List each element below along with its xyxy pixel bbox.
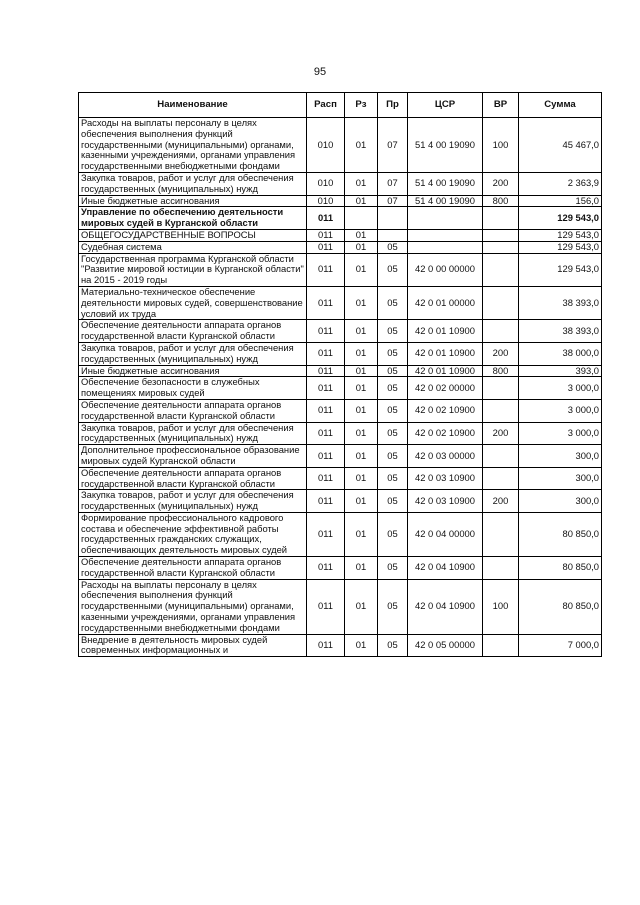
cell-sum: 3 000,0 [519,422,602,445]
table-row [79,286,602,319]
cell-csr: 51 4 00 19090 [408,118,483,173]
cell-name: Формирование профессионального кадрового состава и обеспечение эффективной работы государственных гражданских служащих, обеспечивающих деятельность мировых судей [79,512,307,556]
cell-rz: 01 [345,399,378,422]
cell-vr [483,557,519,580]
cell-vr [483,253,519,286]
cell-csr [408,229,483,241]
cell-rasp: 011 [307,579,345,634]
table-row [79,342,602,365]
cell-csr: 42 0 03 10900 [408,467,483,490]
header-sum: Сумма [519,93,602,118]
cell-sum: 393,0 [519,365,602,377]
table-row [79,445,602,468]
cell-csr: 42 0 04 10900 [408,557,483,580]
cell-rasp: 011 [307,490,345,513]
cell-pr: 05 [378,365,408,377]
cell-sum: 38 393,0 [519,320,602,343]
cell-csr [408,241,483,253]
page-number: 95 [313,66,327,78]
cell-rasp: 011 [307,286,345,319]
table-row [79,118,602,173]
cell-rasp: 011 [307,253,345,286]
cell-csr: 42 0 02 00000 [408,377,483,400]
table-body [79,118,602,657]
cell-name: Судебная система [79,241,307,253]
cell-pr: 05 [378,320,408,343]
cell-rz: 01 [345,579,378,634]
cell-pr: 05 [378,512,408,556]
table-row [79,377,602,400]
table-row [79,557,602,580]
cell-rasp: 011 [307,467,345,490]
cell-name: Иные бюджетные ассигнования [79,365,307,377]
cell-pr: 05 [378,490,408,513]
cell-csr: 42 0 03 10900 [408,490,483,513]
cell-rz: 01 [345,241,378,253]
cell-name: Закупка товаров, работ и услуг для обеспечения государственных (муниципальных) нужд [79,490,307,513]
cell-csr: 42 0 04 00000 [408,512,483,556]
table-row [79,579,602,634]
cell-rasp: 011 [307,512,345,556]
cell-sum: 38 393,0 [519,286,602,319]
cell-rz: 01 [345,512,378,556]
cell-name: Материально-техническое обеспечение деятельности мировых судей, совершенствование условий их труда [79,286,307,319]
cell-rasp: 011 [307,207,345,230]
cell-sum: 2 363,9 [519,172,602,195]
cell-vr [483,467,519,490]
cell-sum: 300,0 [519,467,602,490]
cell-vr: 200 [483,342,519,365]
cell-vr: 200 [483,172,519,195]
cell-rz: 01 [345,229,378,241]
table-row [79,172,602,195]
cell-name: Обеспечение безопасности в служебных помещениях мировых судей [79,377,307,400]
cell-rasp: 010 [307,118,345,173]
cell-rasp: 011 [307,422,345,445]
cell-name: Внедрение в деятельность мировых судей современных информационных и [79,634,307,657]
cell-vr [483,399,519,422]
cell-rz: 01 [345,253,378,286]
table-row [79,512,602,556]
cell-rz: 01 [345,286,378,319]
cell-pr: 05 [378,253,408,286]
cell-vr [483,229,519,241]
cell-csr: 42 0 01 00000 [408,286,483,319]
cell-name: Управление по обеспечению деятельности мировых судей в Курганской области [79,207,307,230]
cell-rz: 01 [345,490,378,513]
cell-rz: 01 [345,342,378,365]
cell-vr: 100 [483,579,519,634]
cell-name: Иные бюджетные ассигнования [79,195,307,207]
cell-sum: 300,0 [519,445,602,468]
cell-csr [408,207,483,230]
cell-sum: 129 543,0 [519,253,602,286]
cell-rasp: 011 [307,377,345,400]
table-row [79,490,602,513]
cell-vr [483,445,519,468]
header-vr: ВР [483,93,519,118]
cell-rasp: 011 [307,229,345,241]
cell-sum: 3 000,0 [519,399,602,422]
cell-sum: 80 850,0 [519,557,602,580]
header-rasp: Расп [307,93,345,118]
cell-rz: 01 [345,467,378,490]
cell-pr: 07 [378,118,408,173]
table-row [79,195,602,207]
header-csr: ЦСР [408,93,483,118]
cell-csr: 42 0 01 10900 [408,342,483,365]
cell-rz: 01 [345,172,378,195]
cell-csr: 42 0 02 10900 [408,399,483,422]
cell-pr: 05 [378,422,408,445]
cell-pr: 05 [378,445,408,468]
table-row [79,241,602,253]
cell-vr: 800 [483,365,519,377]
cell-name: Обеспечение деятельности аппарата органов государственной власти Курганской области [79,399,307,422]
table-row [79,634,602,657]
cell-rasp: 011 [307,557,345,580]
cell-rz [345,207,378,230]
cell-pr [378,229,408,241]
cell-rz: 01 [345,557,378,580]
table-row [79,365,602,377]
table-row [79,229,602,241]
cell-name: ОБЩЕГОСУДАРСТВЕННЫЕ ВОПРОСЫ [79,229,307,241]
cell-name: Закупка товаров, работ и услуг для обеспечения государственных (муниципальных) нужд [79,342,307,365]
table-row [79,207,602,230]
cell-name: Закупка товаров, работ и услуг для обеспечения государственных (муниципальных) нужд [79,172,307,195]
cell-vr: 200 [483,422,519,445]
header-name: Наименование [79,93,307,118]
cell-vr [483,241,519,253]
table-row [79,467,602,490]
header-pr: Пр [378,93,408,118]
table-row [79,253,602,286]
cell-vr [483,512,519,556]
cell-csr: 42 0 04 10900 [408,579,483,634]
cell-rz: 01 [345,377,378,400]
cell-sum: 3 000,0 [519,377,602,400]
cell-pr: 07 [378,195,408,207]
cell-sum: 80 850,0 [519,579,602,634]
cell-sum: 80 850,0 [519,512,602,556]
cell-rasp: 010 [307,195,345,207]
cell-sum: 45 467,0 [519,118,602,173]
cell-pr: 05 [378,634,408,657]
cell-vr [483,377,519,400]
cell-csr: 51 4 00 19090 [408,172,483,195]
cell-csr: 51 4 00 19090 [408,195,483,207]
cell-sum: 7 000,0 [519,634,602,657]
cell-sum: 38 000,0 [519,342,602,365]
cell-name: Обеспечение деятельности аппарата органов государственной власти Курганской области [79,557,307,580]
cell-name: Дополнительное профессиональное образование мировых судей Курганской области [79,445,307,468]
cell-name: Закупка товаров, работ и услуг для обеспечения государственных (муниципальных) нужд [79,422,307,445]
cell-rasp: 011 [307,365,345,377]
cell-csr: 42 0 00 00000 [408,253,483,286]
cell-vr: 100 [483,118,519,173]
cell-rz: 01 [345,118,378,173]
cell-csr: 42 0 05 00000 [408,634,483,657]
cell-csr: 42 0 01 10900 [408,365,483,377]
cell-csr: 42 0 02 10900 [408,422,483,445]
cell-pr [378,207,408,230]
cell-vr [483,320,519,343]
cell-pr: 05 [378,377,408,400]
cell-vr: 800 [483,195,519,207]
cell-rz: 01 [345,320,378,343]
cell-pr: 07 [378,172,408,195]
cell-pr: 05 [378,467,408,490]
header-rz: Рз [345,93,378,118]
cell-vr [483,207,519,230]
cell-csr: 42 0 01 10900 [408,320,483,343]
cell-rz: 01 [345,195,378,207]
table-row [79,320,602,343]
cell-rz: 01 [345,445,378,468]
cell-sum: 129 543,0 [519,241,602,253]
cell-rasp: 011 [307,445,345,468]
cell-sum: 300,0 [519,490,602,513]
cell-rz: 01 [345,422,378,445]
cell-vr: 200 [483,490,519,513]
cell-rasp: 011 [307,634,345,657]
cell-csr: 42 0 03 00000 [408,445,483,468]
budget-table [78,92,602,657]
table-row [79,399,602,422]
cell-rasp: 010 [307,172,345,195]
cell-rz: 01 [345,365,378,377]
cell-pr: 05 [378,399,408,422]
cell-name: Государственная программа Курганской области "Развитие мировой юстиции в Курганской области" на 2015 - 2019 годы [79,253,307,286]
cell-rasp: 011 [307,399,345,422]
cell-rz: 01 [345,634,378,657]
cell-pr: 05 [378,579,408,634]
cell-sum: 156,0 [519,195,602,207]
cell-name: Расходы на выплаты персоналу в целях обеспечения выполнения функций государственными (муниципальными) органами, казенными учреждениями, органами управления государственными внебюджетными фондами [79,579,307,634]
cell-name: Расходы на выплаты персоналу в целях обеспечения выполнения функций государственными (муниципальными) органами, казенными учреждениями, органами управления государственными внебюджетными фондами [79,118,307,173]
cell-sum: 129 543,0 [519,229,602,241]
cell-name: Обеспечение деятельности аппарата органов государственной власти Курганской области [79,320,307,343]
cell-rasp: 011 [307,320,345,343]
cell-sum: 129 543,0 [519,207,602,230]
table-header-row [79,93,602,118]
cell-name: Обеспечение деятельности аппарата органов государственной власти Курганской области [79,467,307,490]
cell-vr [483,634,519,657]
cell-pr: 05 [378,557,408,580]
cell-pr: 05 [378,342,408,365]
cell-rasp: 011 [307,342,345,365]
cell-rasp: 011 [307,241,345,253]
cell-pr: 05 [378,241,408,253]
cell-vr [483,286,519,319]
table-row [79,422,602,445]
cell-pr: 05 [378,286,408,319]
